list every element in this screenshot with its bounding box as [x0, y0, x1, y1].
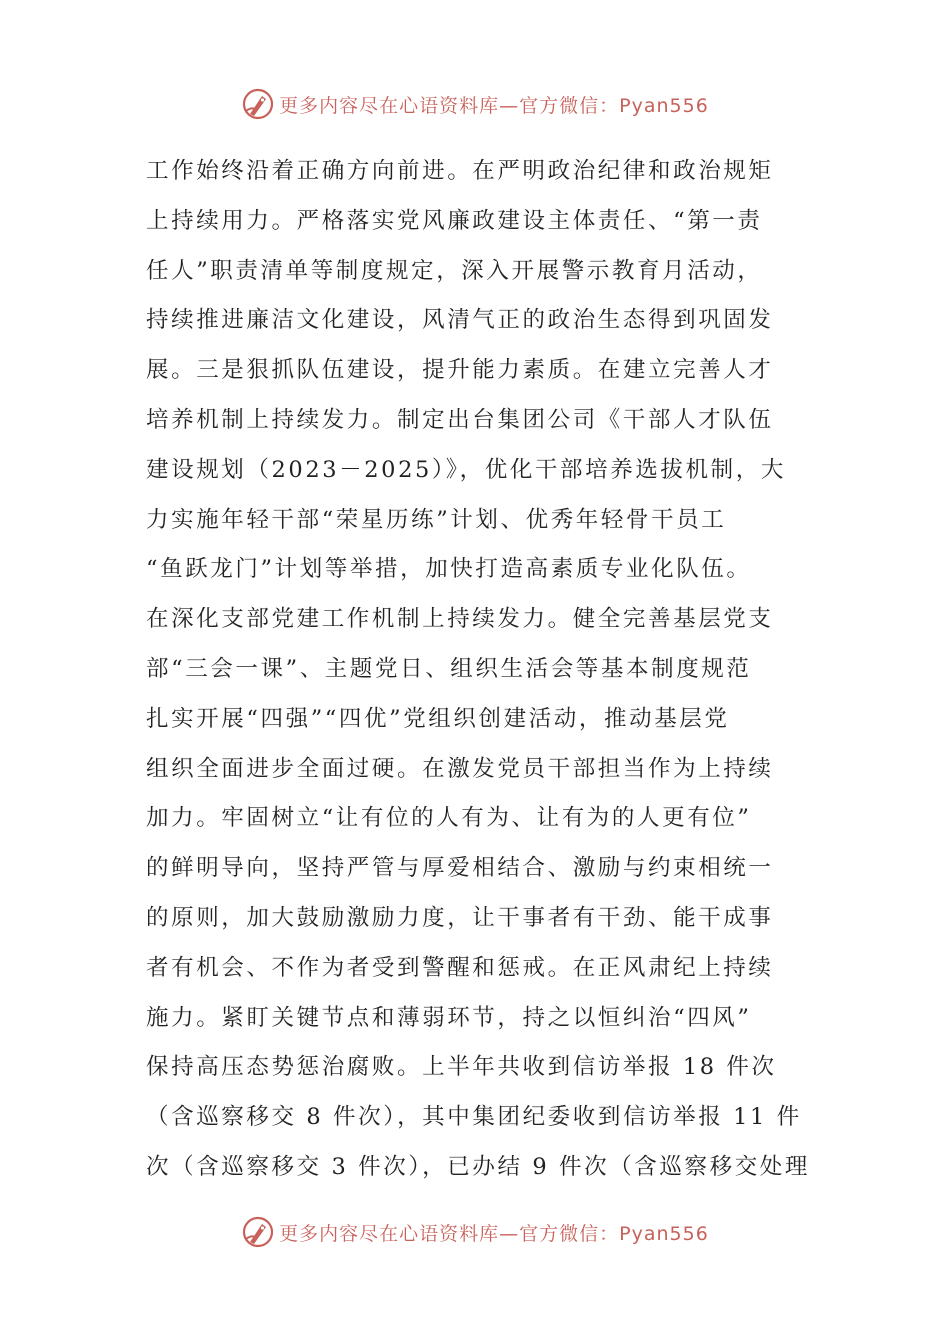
body-text-line: 保持高压态势惩治腐败。上半年共收到信访举报 18 件次 — [146, 1054, 777, 1081]
body-text-line: 组织全面进步全面过硬。在激发党员干部担当作为上持续 — [146, 755, 774, 782]
body-text-line: 者有机会、不作为者受到警醒和惩戒。在正风肃纪上持续 — [146, 954, 774, 981]
body-text-line: 培养机制上持续发力。制定出台集团公司《干部人才队伍 — [146, 406, 774, 433]
body-text-line: 施力。紧盯关键节点和薄弱环节，持之以恒纠治“四风” — [146, 1004, 752, 1031]
pen-nib-circle-icon — [241, 1215, 275, 1249]
body-text-line: “鱼跃龙门”计划等举措，加快打造高素质专业化队伍。 — [146, 556, 752, 583]
body-text-line: 的鲜明导向，坚持严管与厚爱相结合、激励与约束相统一 — [146, 855, 774, 882]
header-watermark-text: 更多内容尽在心语资料库—官方微信：Pyan556 — [279, 94, 709, 117]
body-text-line: 扎实开展“四强”“四优”党组织创建活动，推动基层党 — [146, 705, 730, 732]
header-watermark — [0, 84, 950, 124]
body-text-line: 持续推进廉洁文化建设，风清气正的政治生态得到巩固发 — [146, 307, 774, 334]
document-body — [146, 147, 810, 1193]
body-text-line: 工作始终沿着正确方向前进。在严明政治纪律和政治规矩 — [146, 158, 774, 184]
body-text-line: （含巡察移交 8 件次），其中集团纪委收到信访举报 11 件 — [146, 1104, 802, 1131]
body-text-line: 展。三是狠抓队伍建设，提升能力素质。在建立完善人才 — [146, 357, 774, 384]
footer-watermark-text: 更多内容尽在心语资料库—官方微信：Pyan556 — [279, 1222, 709, 1245]
footer-watermark — [0, 1212, 950, 1252]
body-text-line: 加力。牢固树立“让有位的人有为、让有为的人更有位” — [146, 805, 752, 832]
body-text-line: 的原则，加大鼓励激励力度，让干事者有干劲、能干成事 — [146, 904, 774, 931]
body-text-line: 力实施年轻干部“荣星历练”计划、优秀年轻骨干员工 — [146, 506, 727, 533]
body-text-line: 任人”职责清单等制度规定，深入开展警示教育月活动， — [146, 257, 763, 284]
body-text-line: 次（含巡察移交 3 件次），已办结 9 件次（含巡察移交处理 — [146, 1153, 810, 1180]
body-text-line: 部“三会一课”、主题党日、组织生活会等基本制度规范 — [146, 655, 752, 682]
body-text-line: 上持续用力。严格落实党风廉政建设主体责任、“第一责 — [146, 207, 763, 234]
body-text-line: 建设规划（2023－2025）》，优化干部培养选拔机制，大 — [146, 456, 786, 483]
body-text-line: 在深化支部党建工作机制上持续发力。健全完善基层党支 — [146, 606, 774, 633]
pen-nib-circle-icon — [241, 87, 275, 121]
